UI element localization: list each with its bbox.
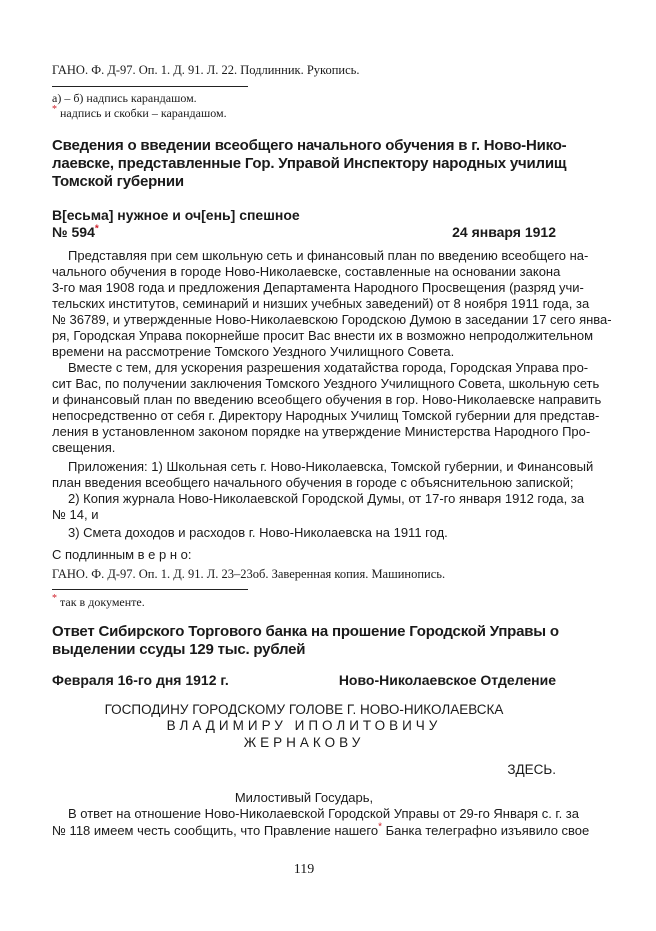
document-date: 24 января 1912: [452, 224, 556, 240]
body-line: тельских институтов, семинарий и низших учебных заведений) от 8 ноября 1911 года, за: [52, 296, 590, 311]
salutation: Милостивый Государь,: [234, 790, 374, 805]
body-line: Вместе с тем, для ускорения разрешения ходатайства города, Городская Управа про-: [68, 360, 589, 375]
body-line: времени на рассмотрение Томского Уездного Училищного Совета.: [52, 344, 455, 359]
footnote-rule-2: [52, 589, 248, 590]
addressee-name: ВЛАДИМИРУ ИПОЛИТОВИЧУ: [166, 718, 442, 733]
footnote-ab: а) – б) надпись карандашом.: [52, 91, 197, 105]
body-line: ря, Городская Управа покорнейше просит Вас внести их в возможно непродолжительном: [52, 328, 594, 343]
body-line: ления в установленном законом порядке на утверждение Министерства Народного Про-: [52, 424, 591, 439]
document-title: Сведения о введении всеобщего начального обучения в г. Ново-Нико- лаевске, представленные Гор. Управой Инспектору народных училищ Томской губернии: [52, 137, 567, 190]
letter-header-row: [52, 672, 556, 688]
bank-branch: Ново-Николаевское Отделение: [338, 672, 556, 688]
attachments-line: № 14, и: [52, 507, 99, 522]
letter-body-line: № 118 имеем честь сообщить, что Правление нашего* Банка телеграфно изъявило свое: [52, 821, 590, 838]
letter-body-line: В ответ на отношение Ново-Николаевской Городской Управы от 29-го Января с. г. за: [68, 806, 579, 821]
body-line: свещения.: [52, 440, 116, 455]
footnote-rule: [52, 86, 248, 87]
document-number-row: № 594* 24 января 1912: [52, 223, 556, 240]
body-line: и финансовый план по введению всеобщего обучения в гор. Ново-Николаевске направить: [52, 392, 602, 407]
body-line: Представляя при сем школьную сеть и финансовый план по введению всеобщего на-: [68, 248, 589, 263]
addressee-line: ГОСПОДИНУ ГОРОДСКОМУ ГОЛОВЕ Г. НОВО-НИКОЛАЕВСКА: [104, 702, 504, 717]
body-line: сит Вас, по получении заключения Томского Уездного Училищного Совета, школьную сеть: [52, 376, 600, 391]
body-line: 3-го мая 1908 года и предложения Департамента Народного Просвещения (разряд учи-: [52, 280, 584, 295]
attachments-line: 2) Копия журнала Ново-Николаевской Городской Думы, от 17-го января 1912 года, за: [68, 491, 585, 506]
body-line: № 36789, и утвержденные Ново-Николаевскою Городскою Думою в заседании 17 сего янва-: [52, 312, 612, 327]
body-line: чального обучения в городе Ново-Николаевске, составленные на основании закона: [52, 264, 561, 279]
addressee-surname: ЖЕРНАКОВУ: [243, 735, 365, 750]
footnote-as-in-document: * так в документе.: [52, 593, 145, 609]
attachments-line: 3) Смета доходов и расходов г. Ново-Николаевска на 1911 год.: [68, 525, 448, 540]
page-number: 119: [293, 862, 315, 877]
certification-line: С подлинным в е р н о:: [52, 547, 192, 562]
attachments-line: план введения всеобщего начального обучения в городе с объяснительною запиской;: [52, 475, 574, 490]
attachments-line: Приложения: 1) Школьная сеть г. Ново-Николаевска, Томской губернии, и Финансовый: [68, 459, 594, 474]
archive-reference-2: ГАНО. Ф. Д-97. Оп. 1. Д. 91. Л. 23–23об. Заверенная копия. Машинопись.: [52, 567, 446, 581]
footnote-pencil: * надпись и скобки – карандашом.: [52, 104, 227, 120]
urgency-mark: В[есьма] нужное и оч[ень] спешное: [52, 207, 300, 223]
document-title-2: Ответ Сибирского Торгового банка на прошение Городской Управы о выделении ссуды 129 тыс. рублей: [52, 623, 559, 658]
archive-reference: ГАНО. Ф. Д-97. Оп. 1. Д. 91. Л. 22. Подлинник. Рукопись.: [52, 63, 360, 77]
body-line: непосредственно от себя г. Директору Народных Училищ Томской губернии для представ-: [52, 408, 600, 423]
letter-date: Февраля 16-го дня 1912 г.: [52, 672, 229, 688]
